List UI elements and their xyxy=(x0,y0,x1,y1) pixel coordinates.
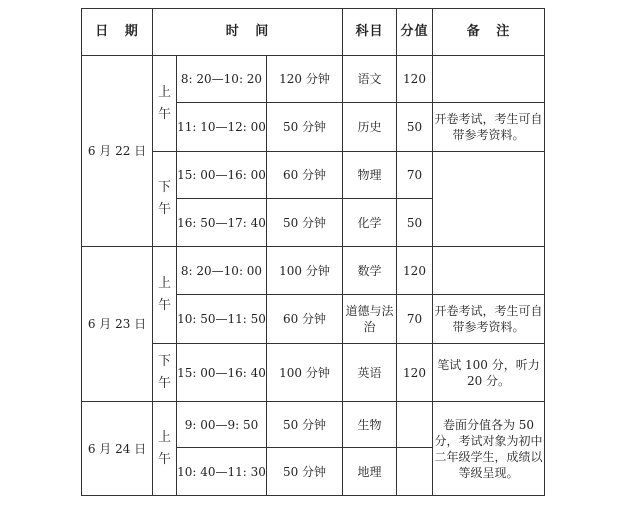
note-cell: 开卷考试，考生可自带参考资料。 xyxy=(433,295,545,344)
half-char: 上 xyxy=(157,276,171,291)
duration-cell: 50 分钟 xyxy=(267,402,343,448)
header-row xyxy=(82,9,545,56)
duration-cell: 100 分钟 xyxy=(267,344,343,402)
half-char: 下 xyxy=(157,353,171,369)
time-cell: 16: 50—17: 40 xyxy=(177,199,267,247)
duration-cell: 60 分钟 xyxy=(267,152,343,199)
duration-cell: 120 分钟 xyxy=(267,56,343,103)
note-cell: 笔试 100 分，听力 20 分。 xyxy=(433,344,545,402)
note-cell xyxy=(433,152,545,247)
note-cell: 开卷考试，考生可自带参考资料。 xyxy=(433,103,545,152)
half-char: 午 xyxy=(157,298,171,313)
half-char: 上 xyxy=(157,84,171,100)
score-cell: 50 xyxy=(397,103,433,152)
time-cell: 11: 10—12: 00 xyxy=(177,103,267,152)
subject-cell: 生物 xyxy=(343,402,397,448)
date-cell: 6 月 23 日 xyxy=(82,247,153,402)
subject-cell: 道德与法治 xyxy=(343,295,397,344)
note-cell: 卷面分值各为 50 分，考试对象为初中二年级学生，成绩以等级呈现。 xyxy=(433,402,545,496)
subject-cell: 英语 xyxy=(343,344,397,402)
subject-cell: 历史 xyxy=(343,103,397,152)
time-cell: 10: 50—11: 50 xyxy=(177,295,267,344)
score-cell: 70 xyxy=(397,152,433,199)
half-char: 午 xyxy=(157,106,171,122)
half-day-cell xyxy=(153,402,177,496)
time-cell: 9: 00—9: 50 xyxy=(177,402,267,448)
score-cell: 70 xyxy=(397,295,433,344)
header-note: 备 注 xyxy=(433,9,545,56)
subject-cell: 化学 xyxy=(343,199,397,247)
table-row xyxy=(82,402,545,448)
duration-cell: 100 分钟 xyxy=(267,247,343,295)
score-cell: 120 xyxy=(397,344,433,402)
half-char: 午 xyxy=(157,375,171,391)
score-cell: 120 xyxy=(397,247,433,295)
header-time: 时 间 xyxy=(153,9,343,56)
time-cell: 8: 20—10: 20 xyxy=(177,56,267,103)
table-row xyxy=(82,247,545,295)
subject-cell: 地理 xyxy=(343,448,397,496)
header-score: 分值 xyxy=(397,9,433,56)
half-day-cell xyxy=(153,56,177,152)
duration-cell: 50 分钟 xyxy=(267,199,343,247)
half-char: 上 xyxy=(157,429,171,445)
duration-cell: 50 分钟 xyxy=(267,103,343,152)
table-row xyxy=(82,56,545,103)
half-day-cell xyxy=(153,247,177,344)
exam-schedule-table xyxy=(81,8,545,496)
duration-cell: 50 分钟 xyxy=(267,448,343,496)
time-cell: 15: 00—16: 40 xyxy=(177,344,267,402)
half-day-cell xyxy=(153,152,177,247)
time-cell: 8: 20—10: 00 xyxy=(177,247,267,295)
date-cell: 6 月 22 日 xyxy=(82,56,153,247)
score-cell xyxy=(397,448,433,496)
score-cell xyxy=(397,402,433,448)
header-subject: 科目 xyxy=(343,9,397,56)
header-date: 日 期 xyxy=(82,9,153,56)
half-char: 下 xyxy=(157,180,171,195)
half-day-cell xyxy=(153,344,177,402)
note-cell xyxy=(433,56,545,103)
note-cell xyxy=(433,247,545,295)
half-char: 午 xyxy=(157,451,171,467)
time-cell: 10: 40—11: 30 xyxy=(177,448,267,496)
date-cell: 6 月 24 日 xyxy=(82,402,153,496)
subject-cell: 数学 xyxy=(343,247,397,295)
duration-cell: 60 分钟 xyxy=(267,295,343,344)
score-cell: 120 xyxy=(397,56,433,103)
half-char: 午 xyxy=(157,202,171,217)
subject-cell: 物理 xyxy=(343,152,397,199)
score-cell: 50 xyxy=(397,199,433,247)
subject-cell: 语文 xyxy=(343,56,397,103)
time-cell: 15: 00—16: 00 xyxy=(177,152,267,199)
